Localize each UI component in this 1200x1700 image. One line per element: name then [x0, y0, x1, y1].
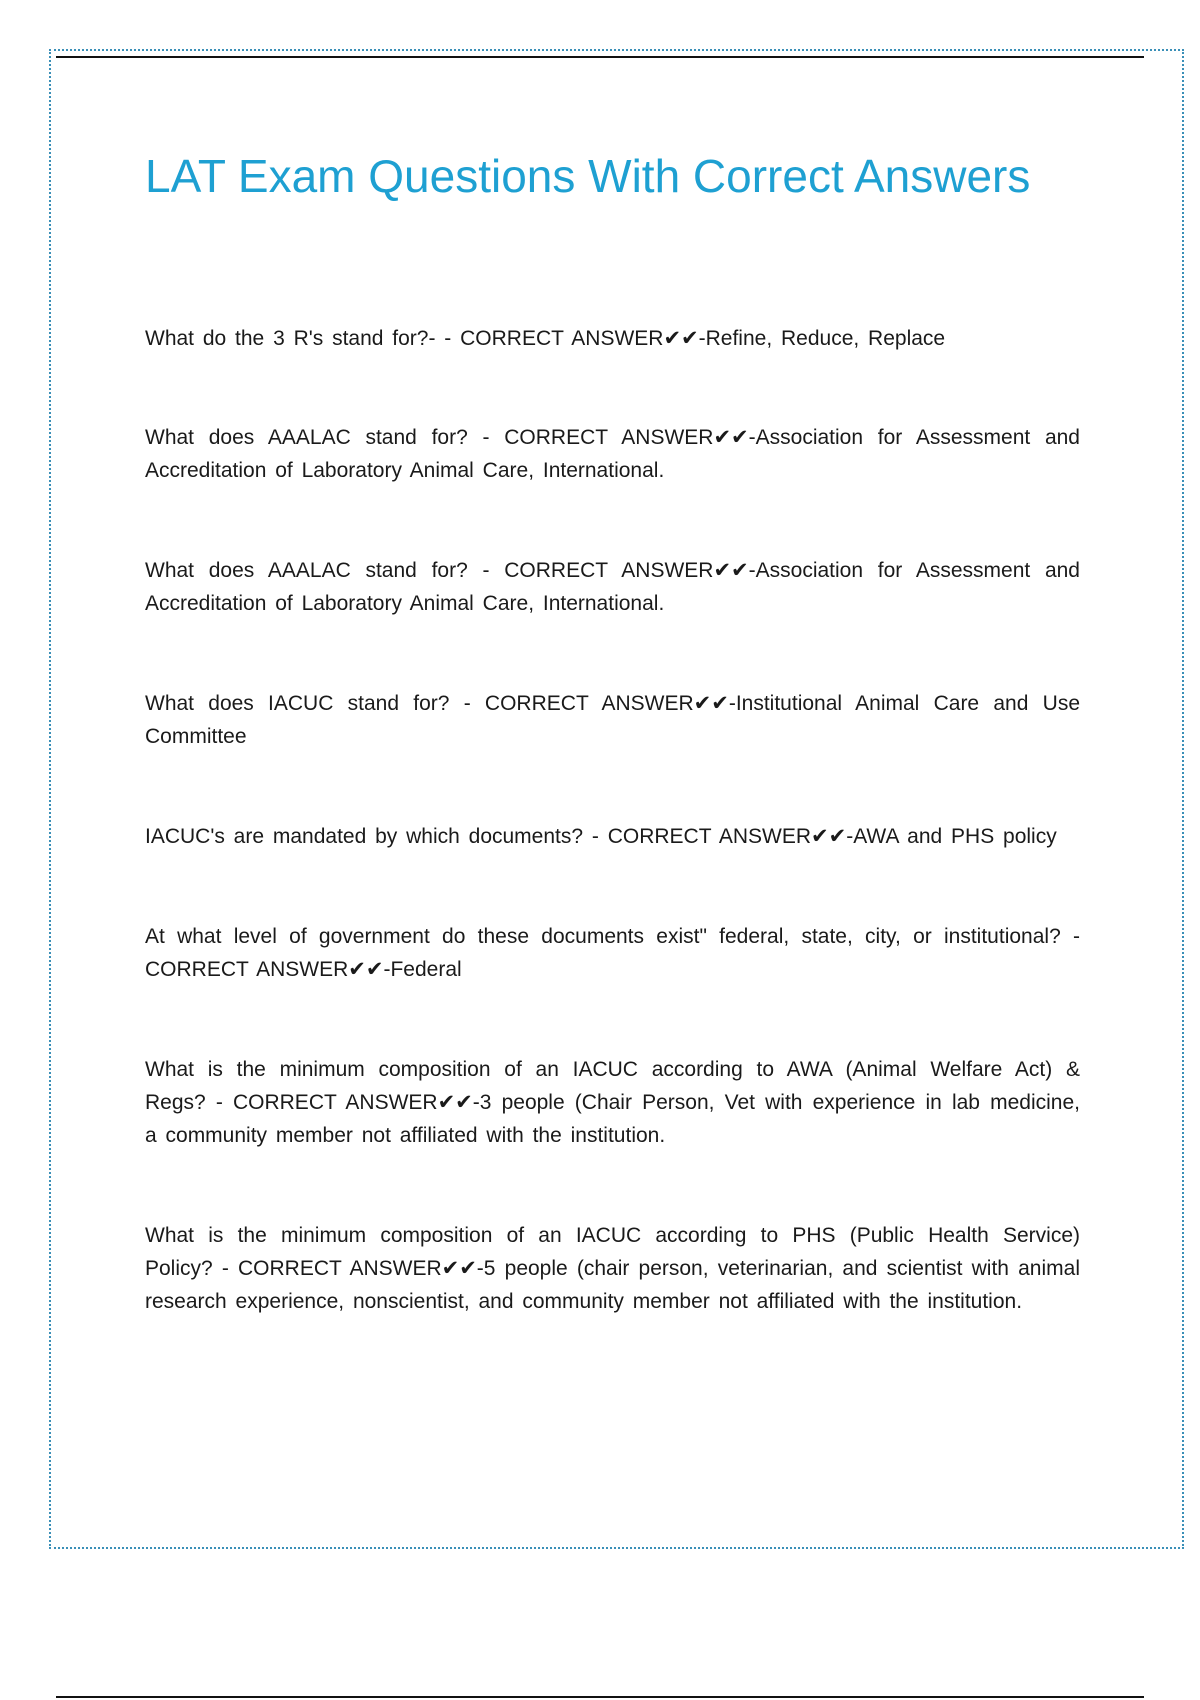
footer-rule: [56, 1696, 1144, 1698]
qa-item: At what level of government do these documents exist" federal, state, city, or institutional? - CORRECT ANSWER✔✔-Federal: [145, 925, 1080, 981]
qa-item: IACUC's are mandated by which documents? - CORRECT ANSWER✔✔-AWA and PHS policy: [145, 825, 1057, 848]
qa-list: [145, 322, 1080, 1382]
qa-item: What is the minimum composition of an IACUC according to PHS (Public Health Service) Policy? - CORRECT ANSWER✔✔-5 people (chair person, veterinarian, and scientist with animal research experience, nonscientist, and community member not affiliated with the institution.: [145, 1224, 1080, 1313]
header-rule: [56, 56, 1144, 58]
document-title: LAT Exam Questions With Correct Answers: [145, 150, 1031, 202]
qa-item: What does IACUC stand for? - CORRECT ANSWER✔✔-Institutional Animal Care and Use Committee: [145, 692, 1080, 748]
qa-item: What does AAALAC stand for? - CORRECT ANSWER✔✔-Association for Assessment and Accreditation of Laboratory Animal Care, International.: [145, 426, 1080, 482]
qa-item: What do the 3 R's stand for?- - CORRECT ANSWER✔✔-Refine, Reduce, Replace: [145, 327, 946, 350]
qa-item: What is the minimum composition of an IACUC according to AWA (Animal Welfare Act) & Regs? - CORRECT ANSWER✔✔-3 people (Chair Person, Vet with experience in lab medicine, a community member not affiliated with the institution.: [145, 1058, 1080, 1147]
qa-item: What does AAALAC stand for? - CORRECT ANSWER✔✔-Association for Assessment and Accreditation of Laboratory Animal Care, International.: [145, 559, 1080, 615]
